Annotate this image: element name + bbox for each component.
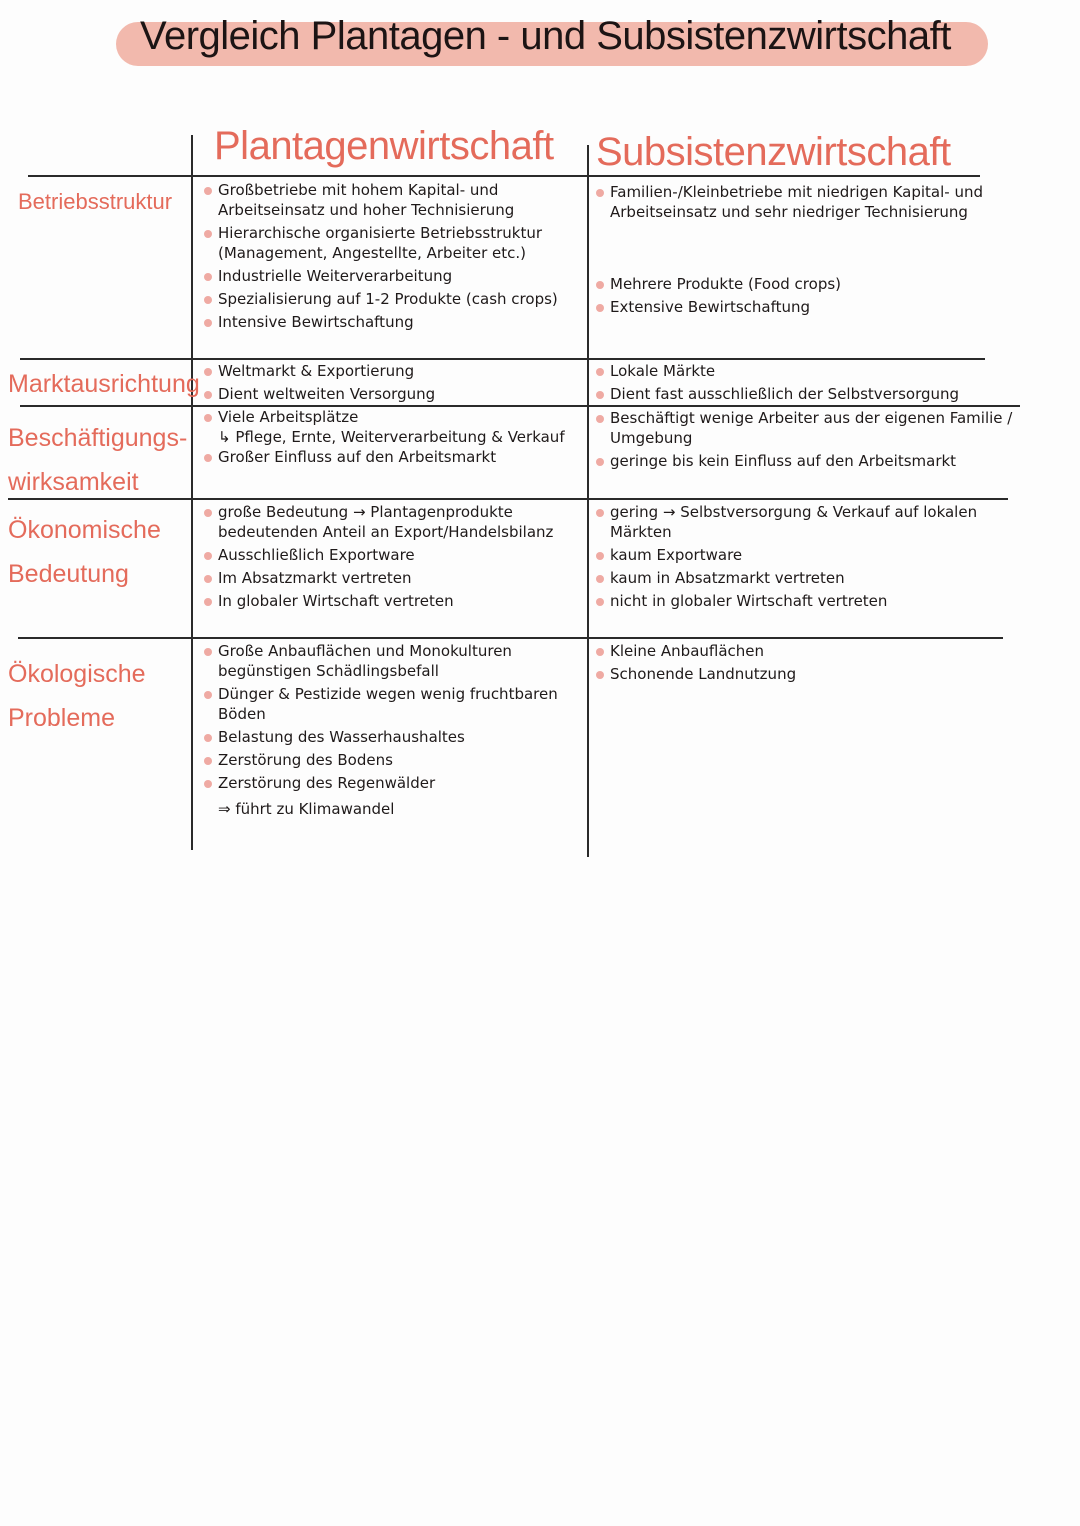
list-item: Lokale Märkte [596, 361, 1006, 381]
bullet-icon [204, 757, 212, 765]
cell-markt-subsistenz [596, 361, 1006, 407]
list-item: Schonende Landnutzung [596, 664, 1006, 684]
sub-item: ↳ Pflege, Ernte, Weiterverarbeitung & Verkauf [218, 428, 565, 446]
cell-oekonomisch-plantage [204, 502, 584, 614]
list-item: große Bedeutung → Plantagenprodukte bedeutenden Anteil an Export/Handelsbilanz [204, 502, 584, 542]
list-item: Großer Einfluss auf den Arbeitsmarkt [204, 447, 584, 467]
row-label-oekologisch: Ökologische Probleme [8, 660, 146, 732]
list-item: Dünger & Pestizide wegen wenig fruchtbaren Böden [204, 684, 584, 724]
list-item: Zerstörung des Regenwälder [204, 773, 584, 793]
bullet-icon [596, 648, 604, 656]
bullet-icon [204, 368, 212, 376]
bullet-icon [596, 391, 604, 399]
bullet-icon [204, 575, 212, 583]
list-item: Dient fast ausschließlich der Selbstversorgung [596, 384, 1006, 404]
list-item: Im Absatzmarkt vertreten [204, 568, 584, 588]
cell-oekonomisch-subsistenz [596, 502, 1006, 614]
cell-markt-plantage [204, 361, 584, 407]
bullet-icon [204, 734, 212, 742]
list-item: Familien-/Kleinbetriebe mit niedrigen Kapital- und Arbeitseinsatz und sehr niedriger Technisierung [596, 182, 996, 222]
row-label-marktausrichtung: Marktausrichtung [8, 370, 200, 398]
list-item: Intensive Bewirtschaftung [204, 312, 584, 332]
list-item: nicht in globaler Wirtschaft vertreten [596, 591, 1006, 611]
list-item: kaum in Absatzmarkt vertreten [596, 568, 1006, 588]
list-item: Viele Arbeitsplätze [204, 407, 584, 427]
page-title: Vergleich Plantagen - und Subsistenzwirtschaft [140, 14, 951, 58]
divider-row-4 [18, 637, 1003, 639]
cell-oekologisch-plantage [204, 641, 584, 819]
list-item: Industrielle Weiterverarbeitung [204, 266, 584, 286]
list-item: Beschäftigt wenige Arbeiter aus der eigenen Familie / Umgebung [596, 408, 1016, 448]
bullet-icon [204, 598, 212, 606]
bullet-icon [204, 296, 212, 304]
cell-beschaeftigung-subsistenz [596, 408, 1016, 474]
row-label-beschaeftigung: Beschäftigungs- wirksamkeit [8, 424, 188, 496]
list-item: Ausschließlich Exportware [204, 545, 584, 565]
list-item: In globaler Wirtschaft vertreten [204, 591, 584, 611]
cell-betriebsstruktur-subsistenz [596, 182, 996, 320]
bullet-icon [596, 368, 604, 376]
divider-vertical-2 [587, 145, 589, 857]
cell-oekologisch-subsistenz [596, 641, 1006, 687]
bullet-icon [596, 552, 604, 560]
list-item: Extensive Bewirtschaftung [596, 297, 996, 317]
bullet-icon [596, 415, 604, 423]
list-item: Weltmarkt & Exportierung [204, 361, 584, 381]
list-item: Große Anbauflächen und Monokulturen begünstigen Schädlingsbefall [204, 641, 584, 681]
bullet-icon [204, 414, 212, 422]
bullet-icon [204, 319, 212, 327]
bullet-icon [596, 598, 604, 606]
bullet-icon [204, 391, 212, 399]
list-item: Dient weltweiten Versorgung [204, 384, 584, 404]
bullet-icon [204, 454, 212, 462]
bullet-icon [596, 304, 604, 312]
row-label-betriebsstruktur: Betriebsstruktur [18, 189, 173, 214]
bullet-icon [204, 187, 212, 195]
bullet-icon [204, 273, 212, 281]
divider-header [28, 175, 980, 177]
bullet-icon [204, 230, 212, 238]
bullet-icon [204, 552, 212, 560]
list-item: Mehrere Produkte (Food crops) [596, 274, 996, 294]
bullet-icon [204, 509, 212, 517]
bullet-icon [596, 189, 604, 197]
bullet-icon [596, 575, 604, 583]
list-item: Spezialisierung auf 1-2 Produkte (cash crops) [204, 289, 584, 309]
list-item: Belastung des Wasserhaushaltes [204, 727, 584, 747]
divider-row-1 [20, 358, 985, 360]
list-item: geringe bis kein Einfluss auf den Arbeitsmarkt [596, 451, 1016, 471]
list-item: gering → Selbstversorgung & Verkauf auf lokalen Märkten [596, 502, 1006, 542]
column-header-plantage: Plantagenwirtschaft [214, 124, 554, 168]
bullet-icon [204, 648, 212, 656]
bullet-icon [596, 509, 604, 517]
cell-beschaeftigung-plantage [204, 407, 584, 470]
cell-betriebsstruktur-plantage [204, 180, 584, 335]
bullet-icon [596, 458, 604, 466]
bullet-icon [204, 780, 212, 788]
bullet-icon [204, 691, 212, 699]
conclusion: ⇒ führt zu Klimawandel [218, 800, 395, 818]
bullet-icon [596, 671, 604, 679]
row-label-oekonomisch: Ökonomische Bedeutung [8, 516, 161, 588]
list-item: Großbetriebe mit hohem Kapital- und Arbeitseinsatz und hoher Technisierung [204, 180, 584, 220]
divider-vertical-1 [191, 135, 193, 850]
list-item: Kleine Anbauflächen [596, 641, 1006, 661]
list-item: kaum Exportware [596, 545, 1006, 565]
bullet-icon [596, 281, 604, 289]
list-item: Zerstörung des Bodens [204, 750, 584, 770]
list-item: Hierarchische organisierte Betriebsstruktur (Management, Angestellte, Arbeiter etc.) [204, 223, 584, 263]
column-header-subsistenz: Subsistenzwirtschaft [596, 130, 951, 174]
